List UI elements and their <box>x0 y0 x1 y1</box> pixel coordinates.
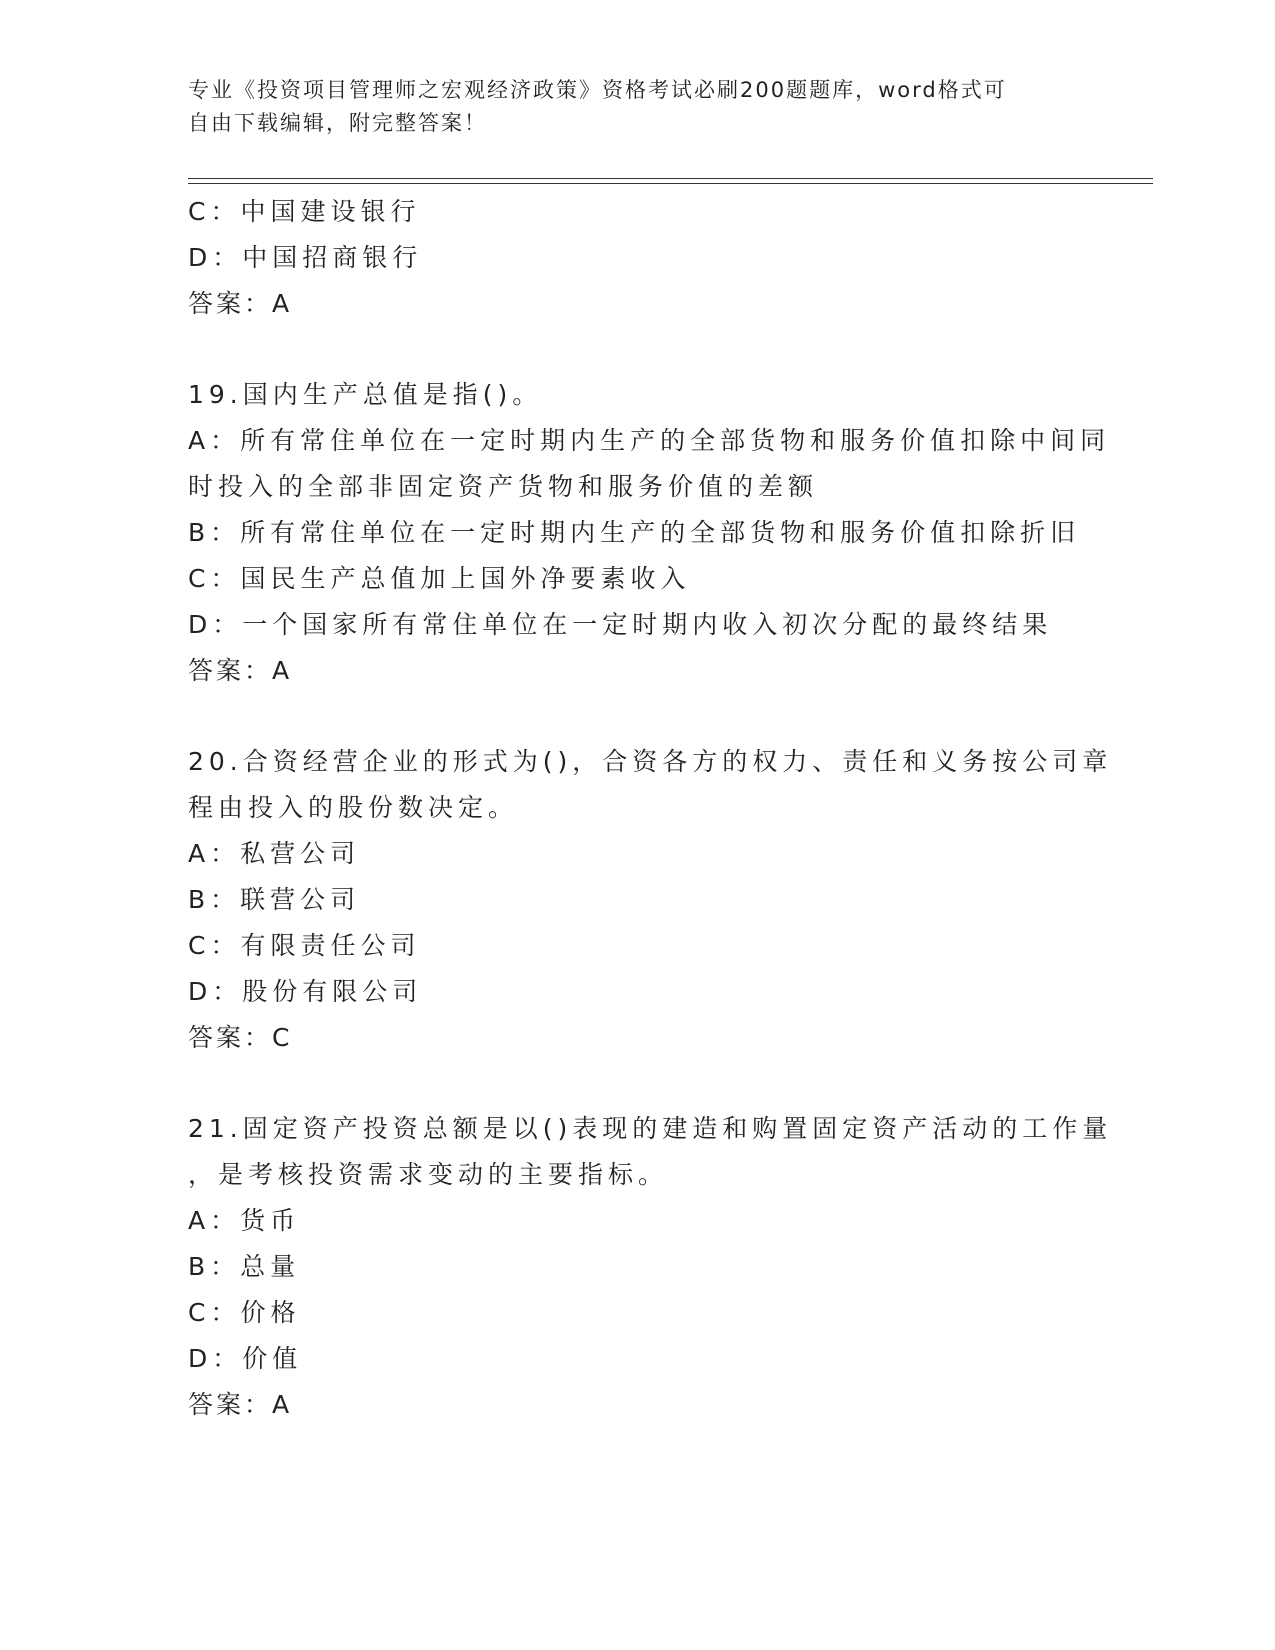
spacer <box>188 1061 1088 1106</box>
answer: 答案：A <box>188 289 293 318</box>
option-a: A：私营公司 <box>188 839 361 868</box>
header-line-1: 专业《投资项目管理师之宏观经济政策》资格考试必刷200题题库，word格式可 <box>188 78 1007 102</box>
option-b: B：总量 <box>188 1252 301 1281</box>
option-d: D：价值 <box>188 1344 303 1373</box>
header-divider-top <box>188 178 1153 179</box>
option-a: A：所有常住单位在一定时期内生产的全部货物和服务价值扣除中间同 <box>188 426 1111 455</box>
header-line-2: 自由下载编辑，附完整答案！ <box>188 111 487 135</box>
option-d: D：股份有限公司 <box>188 977 423 1006</box>
question-stem-continued: ，是考核投资需求变动的主要指标。 <box>188 1160 669 1189</box>
option-c: C：有限责任公司 <box>188 931 421 960</box>
question-stem: 19.国内生产总值是指()。 <box>188 380 543 409</box>
spacer <box>188 694 1088 739</box>
question-stem-continued: 程由投入的股份数决定。 <box>188 793 519 822</box>
option-a: A：货币 <box>188 1206 301 1235</box>
document-header <box>188 74 1088 140</box>
option-c: C：中国建设银行 <box>188 197 421 226</box>
question-18-fragment <box>188 189 1088 327</box>
question-stem: 21.固定资产投资总额是以()表现的建造和购置固定资产活动的工作量 <box>188 1114 1113 1143</box>
option-c: C：国民生产总值加上国外净要素收入 <box>188 564 691 593</box>
option-a-continued: 时投入的全部非固定资产货物和服务价值的差额 <box>188 472 819 501</box>
option-d: D：一个国家所有常住单位在一定时期内收入初次分配的最终结果 <box>188 610 1053 639</box>
option-b: B：联营公司 <box>188 885 361 914</box>
question-21 <box>188 1106 1113 1428</box>
question-stem: 20.合资经营企业的形式为()，合资各方的权力、责任和义务按公司章 <box>188 747 1113 776</box>
spacer <box>188 327 1088 372</box>
question-list <box>188 189 1113 1428</box>
option-d: D：中国招商银行 <box>188 243 423 272</box>
option-c: C：价格 <box>188 1298 301 1327</box>
question-20 <box>188 739 1113 1061</box>
answer: 答案：C <box>188 1023 293 1052</box>
answer: 答案：A <box>188 656 293 685</box>
question-19 <box>188 372 1111 694</box>
option-b: B：所有常住单位在一定时期内生产的全部货物和服务价值扣除折旧 <box>188 518 1081 547</box>
answer: 答案：A <box>188 1390 293 1419</box>
header-divider-bottom <box>188 183 1153 184</box>
